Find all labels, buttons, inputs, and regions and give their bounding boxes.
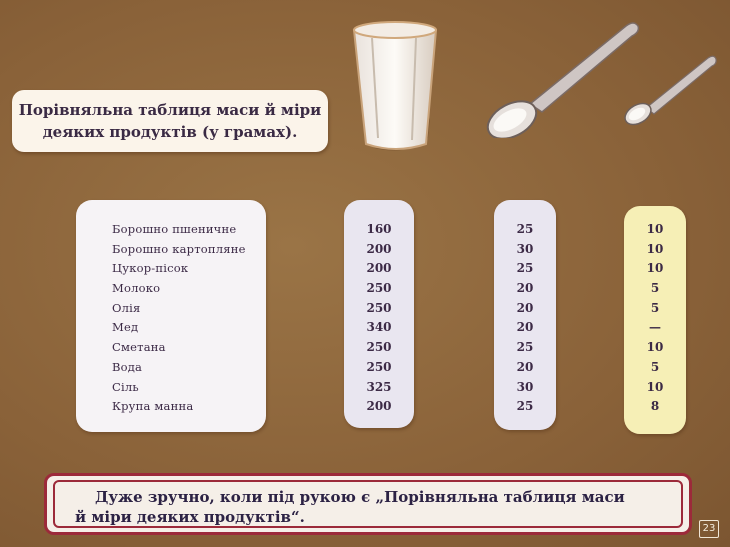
glass-value: 200 — [366, 399, 392, 414]
product-name: Вода — [112, 359, 143, 374]
page-number: 23 — [699, 520, 719, 538]
tablespoon-value: 25 — [516, 261, 534, 276]
teaspoon-value: 5 — [650, 300, 660, 315]
title-line-2: деяких продуктів (у грамах). — [42, 123, 298, 141]
teaspoon-grams-column — [624, 206, 686, 434]
glass-value: 160 — [366, 222, 392, 236]
tablespoon-value: 25 — [516, 399, 534, 414]
glass-value: 200 — [366, 241, 392, 256]
teaspoon-value: 10 — [646, 261, 664, 276]
glass-value: 250 — [366, 340, 392, 355]
product-name: Крупа манна — [112, 399, 194, 414]
footer-line-1: Дуже зручно, коли під рукою є „Порівняльна таблиця маси — [95, 488, 625, 506]
product-name: Борошно картопляне — [112, 241, 246, 256]
teaspoon-value: 5 — [650, 281, 660, 296]
drinking-glass-icon — [350, 18, 442, 156]
footer-caption — [53, 480, 683, 528]
tablespoon-value: 25 — [516, 340, 534, 355]
teaspoon-icon — [624, 52, 720, 126]
title-panel — [12, 90, 328, 152]
tablespoon-value: 20 — [516, 320, 534, 335]
glass-value: 200 — [366, 261, 392, 276]
tablespoon-value: 30 — [516, 379, 534, 394]
teaspoon-value: 5 — [650, 359, 660, 374]
footer-caption-frame — [44, 473, 692, 535]
teaspoon-value: 10 — [646, 222, 664, 236]
glass-value: 250 — [366, 281, 392, 296]
glass-value: 325 — [366, 379, 392, 394]
tablespoon-value: 20 — [516, 281, 534, 296]
tablespoon-grams-column — [494, 200, 556, 430]
product-name: Сметана — [112, 340, 166, 355]
glass-grams-column — [344, 200, 414, 428]
product-name: Борошно пшеничне — [112, 222, 237, 236]
footer-line-2: й міри деяких продуктів“. — [75, 508, 305, 526]
product-name: Мед — [112, 320, 139, 335]
tablespoon-value: 30 — [516, 241, 534, 256]
tablespoon-value: 20 — [516, 300, 534, 315]
teaspoon-value: 10 — [646, 241, 664, 256]
teaspoon-value: 8 — [650, 399, 660, 414]
tablespoon-value: 20 — [516, 359, 534, 374]
product-name: Олія — [112, 300, 141, 315]
glass-value: 250 — [366, 359, 392, 374]
title-line-1: Порівняльна таблиця маси й міри — [18, 101, 322, 119]
teaspoon-value: 10 — [646, 340, 664, 355]
product-names-card — [76, 200, 266, 432]
glass-value: 340 — [366, 320, 392, 335]
product-name: Молоко — [112, 281, 161, 296]
teaspoon-value: 10 — [646, 379, 664, 394]
tablespoon-icon — [484, 14, 644, 138]
teaspoon-value: — — [649, 320, 661, 335]
product-name: Сіль — [112, 379, 139, 394]
glass-value: 250 — [366, 300, 392, 315]
product-name: Цукор-пісок — [112, 261, 189, 276]
tablespoon-value: 25 — [516, 222, 534, 236]
